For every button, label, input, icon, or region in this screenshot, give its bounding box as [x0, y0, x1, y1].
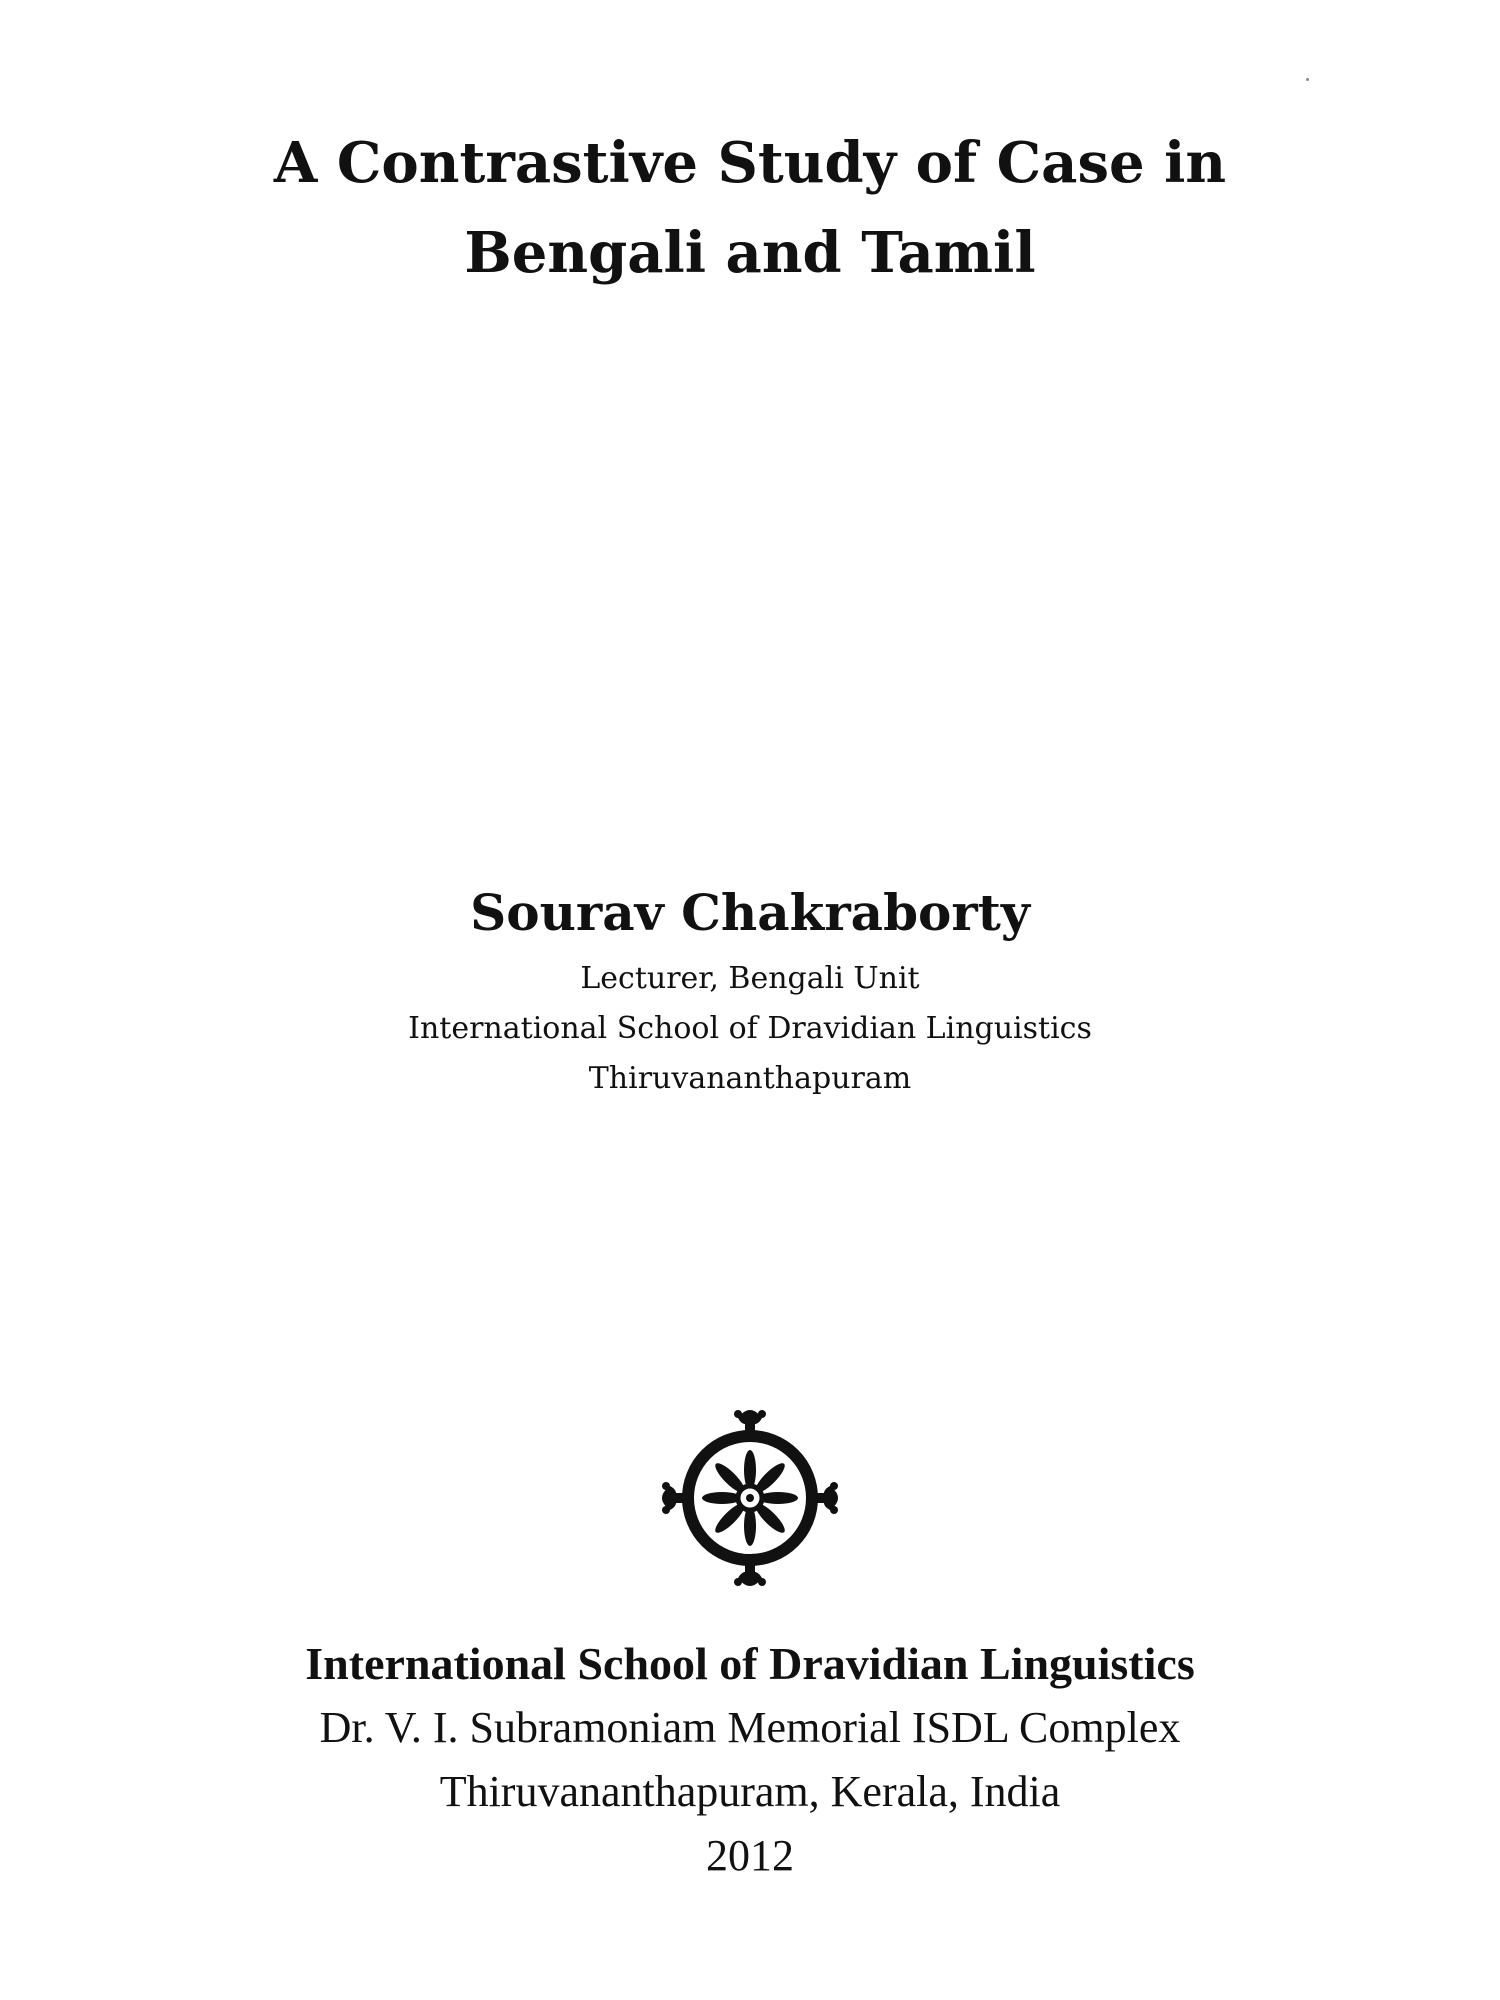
- author-institution: International School of Dravidian Linguistics: [408, 1011, 1092, 1046]
- author-block: [0, 878, 1500, 1104]
- book-title-line-1: A Contrastive Study of Case in: [273, 130, 1227, 196]
- author-city: Thiruvananthapuram: [588, 1061, 912, 1096]
- dharma-wheel-icon: [650, 1398, 850, 1598]
- book-title: [0, 118, 1500, 298]
- publisher-block: [0, 1632, 1500, 1888]
- author-name: Sourav Chakraborty: [470, 883, 1030, 942]
- publication-year: 2012: [706, 1831, 794, 1880]
- book-title-line-2: Bengali and Tamil: [464, 220, 1036, 286]
- publisher-address-2: Thiruvananthapuram, Kerala, India: [439, 1767, 1061, 1816]
- publisher-name: International School of Dravidian Linguistics: [305, 1638, 1195, 1689]
- scan-speck: [1306, 78, 1309, 81]
- author-position: Lecturer, Bengali Unit: [580, 961, 920, 996]
- publisher-address-1: Dr. V. I. Subramoniam Memorial ISDL Complex: [319, 1703, 1181, 1752]
